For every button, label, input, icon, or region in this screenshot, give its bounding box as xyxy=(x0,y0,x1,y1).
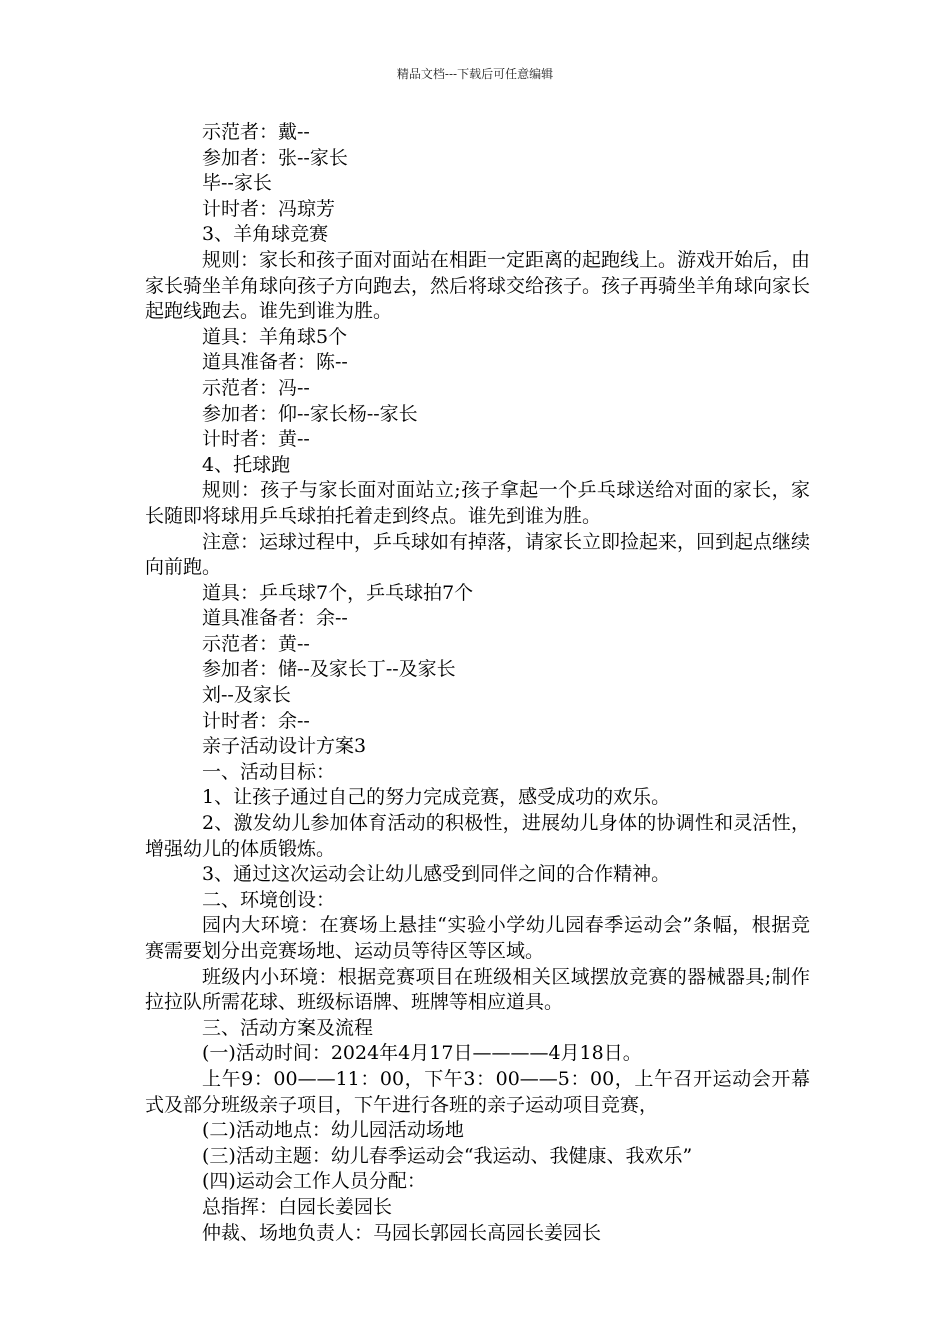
paragraph: (三)活动主题：幼儿春季运动会“我运动、我健康、我欢乐” xyxy=(202,1144,693,1167)
paragraph: 毕--家长 xyxy=(202,172,272,195)
paragraph: 计时者：冯琼芳 xyxy=(202,197,336,220)
paragraph: 道具准备者：余-- xyxy=(202,607,348,630)
paragraph: 班级内小环境：根据竞赛项目在班级相关区域摆放竞赛的器械器具;制作拉拉队所需花球、班级标语牌、班牌等相应道具。 xyxy=(145,965,810,1014)
paragraph: 园内大环境：在赛场上悬挂“实验小学幼儿园春季运动会”条幅，根据竞赛需要划分出竞赛场地、运动员等待区等区域。 xyxy=(145,914,810,962)
section-heading: 4、托球跑 xyxy=(202,453,291,476)
paragraph: 刘--及家长 xyxy=(202,684,291,707)
paragraph: 3、通过这次运动会让幼儿感受到同伴之间的合作精神。 xyxy=(202,863,671,886)
paragraph: 计时者：余-- xyxy=(202,709,310,732)
paragraph: 示范者：黄-- xyxy=(202,632,310,655)
paragraph: (四)运动会工作人员分配： xyxy=(202,1170,426,1193)
section-heading: 二、环境创设： xyxy=(202,888,336,911)
paragraph: 参加者：仰--家长杨--家长 xyxy=(202,402,418,425)
section-heading: 一、活动目标： xyxy=(202,760,336,783)
page-header: 精品文档---下载后可任意编辑 xyxy=(396,67,554,81)
paragraph: 总指挥：白园长姜园长 xyxy=(202,1195,393,1218)
paragraph: 示范者：冯-- xyxy=(202,376,310,399)
paragraph: 上午9：00——11：00，下午3：00——5：00，上午召开运动会开幕式及部分班级亲子项目，下午进行各班的亲子运动项目竞赛， xyxy=(145,1067,810,1116)
paragraph: 仲裁、场地负责人：马园长郭园长高园长姜园长 xyxy=(202,1221,602,1244)
document-title: 亲子活动设计方案3 xyxy=(202,735,367,758)
paragraph: 参加者：张--家长 xyxy=(202,146,348,169)
paragraph: (二)活动地点：幼儿园活动场地 xyxy=(202,1119,464,1142)
document-body xyxy=(145,120,810,1246)
paragraph: 规则：孩子与家长面对面站立;孩子拿起一个乒乓球送给对面的家长，家长随即将球用乒乓球拍托着走到终点。谁先到谁为胜。 xyxy=(145,479,810,527)
paragraph: 道具准备者：陈-- xyxy=(202,351,348,374)
paragraph: 道具：羊角球5个 xyxy=(202,325,348,348)
section-heading: 三、活动方案及流程 xyxy=(202,1016,374,1039)
section-heading: 3、羊角球竞赛 xyxy=(202,223,329,246)
paragraph: 计时者：黄-- xyxy=(202,428,310,451)
paragraph: 参加者：储--及家长丁--及家长 xyxy=(202,658,456,681)
paragraph: 道具：乒乓球7个，乒乓球拍7个 xyxy=(202,581,474,604)
paragraph: (一)活动时间：2024年4月17日————4月18日。 xyxy=(202,1042,642,1065)
paragraph: 规则：家长和孩子面对面站在相距一定距离的起跑线上。游戏开始后，由家长骑坐羊角球向孩子方向跑去，然后将球交给孩子。孩子再骑坐羊角球向家长起跑线跑去。谁先到谁为胜。 xyxy=(145,248,811,323)
paragraph: 示范者：戴-- xyxy=(202,121,310,143)
paragraph: 2、激发幼儿参加体育活动的积极性，进展幼儿身体的协调性和灵活性，增强幼儿的体质锻炼。 xyxy=(145,812,810,860)
paragraph: 1、让孩子通过自己的努力完成竞赛，感受成功的欢乐。 xyxy=(202,786,671,809)
paragraph: 注意：运球过程中，乒乓球如有掉落，请家长立即捡起来，回到起点继续向前跑。 xyxy=(145,530,811,579)
